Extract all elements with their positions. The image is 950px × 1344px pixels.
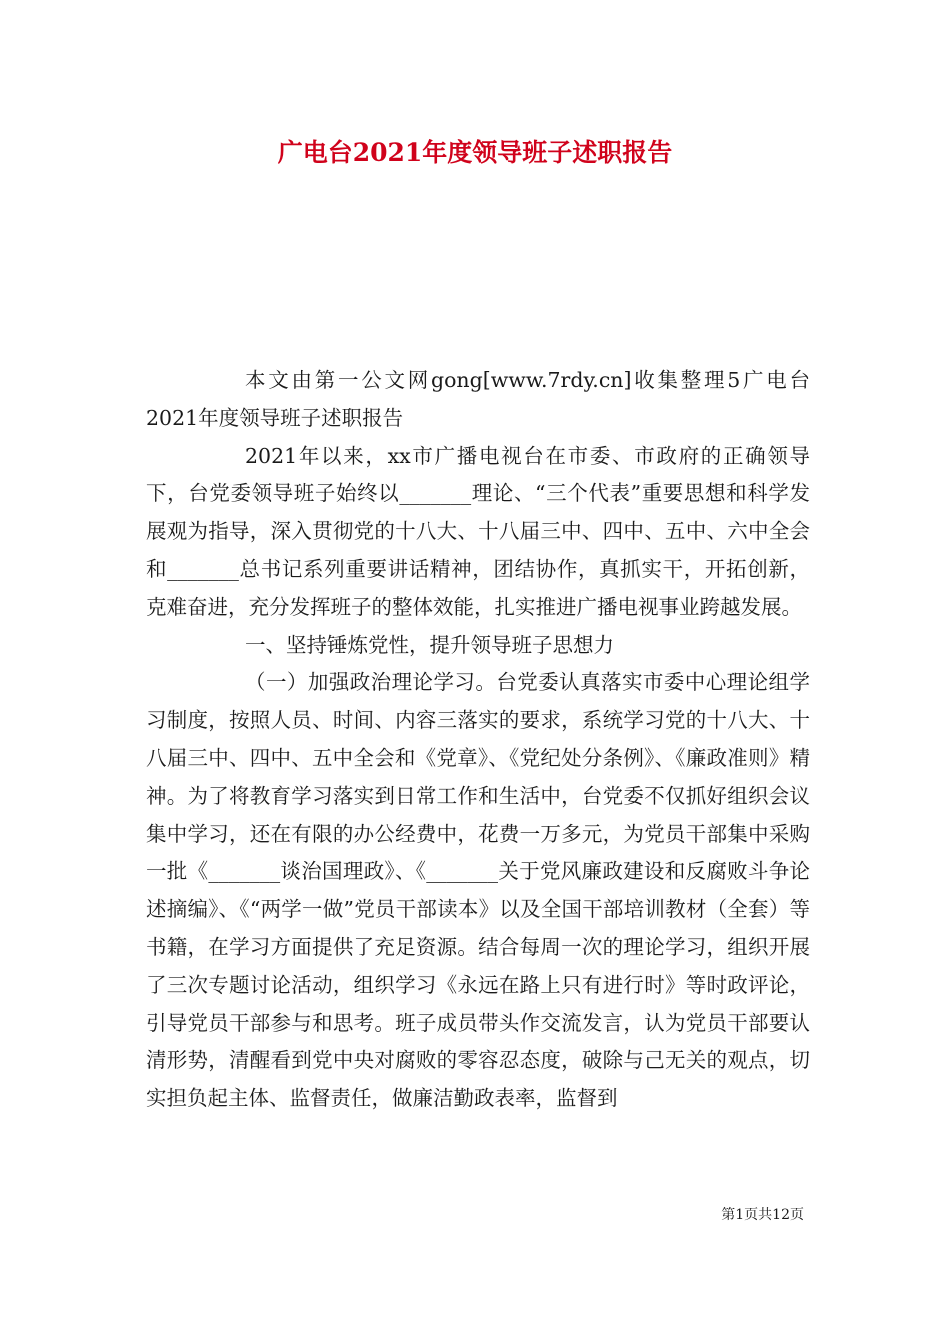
section-heading-1: 一、坚持锤炼党性，提升领导班子思想力 <box>245 632 614 657</box>
page-number-footer: 第1页共12页 <box>721 1207 804 1223</box>
document-body <box>146 362 810 1118</box>
document-title: 广电台2021年度领导班子述职报告 <box>277 138 673 167</box>
paragraph-theory-study: （一）加强政治理论学习。台党委认真落实市委中心理论组学习制度，按照人员、时间、内容三落实的要求，系统学习党的十八大、十八届三中、四中、五中全会和《党章》、《党纪处分条例》、《廉政准则》精神。为了将教育学习落实到日常工作和生活中，台党委不仅抓好组织会议集中学习，还在有限的办公经费中，花费一万多元，为党员干部集中采购一批《_______谈治国理政》、《_______关于党风廉政建设和反腐败斗争论述摘编》、《“两学一做”党员干部读本》以及全国干部培训教材（全套）等书籍，在学习方面提供了充足资源。结合每周一次的理论学习，组织开展了三次专题讨论活动，组织学习《永远在路上只有进行时》等时政评论，引导党员干部参与和思考。班子成员带头作交流发言，认为党员干部要认清形势，清醒看到党中央对腐败的零容忍态度，破除与己无关的观点，切实担负起主体、监督责任，做廉洁勤政表率，监督到 <box>146 670 810 1111</box>
paragraph-intro: 2021年以来，xx市广播电视台在市委、市政府的正确领导下，台党委领导班子始终以_______理论、“三个代表”重要思想和科学发展观为指导，深入贯彻党的十八大、十八届三中、四中、五中、六中全会和_______总书记系列重要讲话精神，团结协作，真抓实干，开拓创新，克难奋进，充分发挥班子的整体效能，扎实推进广播电视事业跨越发展。 <box>146 443 810 619</box>
paragraph-source-note: 本文由第一公文网gong[www.7rdy.cn]收集整理5广电台2021年度领导班子述职报告 <box>146 368 810 430</box>
